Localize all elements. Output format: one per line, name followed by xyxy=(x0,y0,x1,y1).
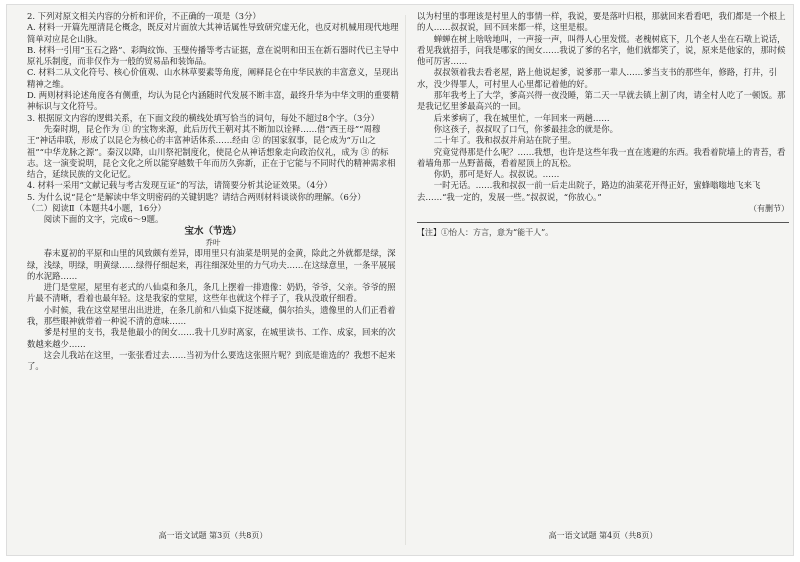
question-2-option-c: C. 材料二从文化符号、核心价值观、山水林草要素等角度，阐释昆仑在中华民族的丰富意义，呈现出精神之维。 xyxy=(27,67,399,89)
left-page xyxy=(27,11,399,543)
footnote: 【注】①怡人：方言，意为“能干人”。 xyxy=(417,228,554,238)
story-paragraph: 后来爹病了，我在城里忙，一年回来一两趟…… xyxy=(433,112,610,123)
question-2-option-b: B. 材料一引用“玉石之路”、彩陶纹饰、玉璧传播等考古证据，意在说明和田玉在新石器时代已主导中原礼乐制度，而非仅作为一般的贸易品和装饰品。 xyxy=(27,44,399,67)
story-paragraph: 春末夏初的平原和山里的风致颇有差异，即用里只有油菜是明晃的金黄，除此之外就都是绿，深绿，浅绿，明绿，明黄绿……绿得仔细起来，再往细深处里的力气功夫……在这绿意里，一条平展展的水泥路…… xyxy=(27,248,396,281)
story-paragraph: 叔叔领着我去看老屋，路上他说起爹，说爹那一辈人……爹当支书的那些年，修路，打井，引水，没少得罪人，可村里人心里都记着他的好。 xyxy=(417,67,778,89)
story-title: 宝水（节选） xyxy=(184,225,242,237)
story-paragraph: 这会儿我站在这里，一张张看过去……当初为什么要选这张照片呢？到底是谁选的？我想不起来了。 xyxy=(27,349,396,372)
question-2-option-d: D. 两则材料论述角度各有侧重，均认为昆仑内涵随时代发展不断丰富，最终升华为中华文明的重要精神标识与文化符号。 xyxy=(27,90,399,112)
story-paragraph: 你这孩子，叔叔叹了口气，你爹最挂念的就是你。 xyxy=(433,123,619,134)
question-3-paragraph: 先秦时期，昆仑作为 ① 的宝物来源，此后历代王朝对其不断加以诠释……借“西王母”“周穆王”神话串联，形成了以昆仑为核心的丰富神话体系……经由 ② 的国家叙事，昆仑成为“万山之祖”“中华龙脉之源”。秦汉以降，山川祭祀制度化，使昆仑从神话想象走向政治仪礼，成为 ③ 的标志。这一演变说明，昆仑文化之所以能穿越数千年而历久弥新，正在于它能与不同时代的精神需求相结合，延续民族的文化记忆。 xyxy=(27,123,396,180)
question-2-stem: 2. 下列对原文相关内容的分析和评价，不正确的一项是（3分） xyxy=(27,11,261,21)
source-note: （有删节） xyxy=(749,204,789,214)
question-2-option-a: A. 材料一开篇先厘清昆仑概念，既反对片面放大其神话属性导致研究虚无化，也反对机械用现代地理简单对应昆仑山脉。 xyxy=(27,22,399,44)
page-divider xyxy=(405,15,406,545)
question-3-stem: 3. 根据原文内容的逻辑关系，在下面文段的横线处填写恰当的词句，每处不超过8个字。（3分） xyxy=(27,112,380,123)
story-author: 乔叶 xyxy=(205,237,221,247)
story-paragraph: 以为村里的事理该是村里人的事情一样，我说，要是落叶归根，那就回来看看吧，我们都是一个根上的人……叔叔说，回不回来都一样，这里是根。 xyxy=(417,11,786,33)
section-heading: （二）阅读Ⅱ（本题共4小题，16分） xyxy=(27,203,166,214)
story-paragraph: 二十年了。我和叔叔并肩站在院子里。 xyxy=(433,135,577,146)
question-5: 5. 为什么说“昆仑”是解读中华文明密码的关键钥匙？请结合两则材料谈谈你的理解。（6分） xyxy=(27,191,366,202)
question-4: 4. 材料一采用“文献记载与考古发现互证”的写法，请简要分析其论证效果。（4分） xyxy=(27,180,333,191)
story-paragraph: 究竟觉得那是什么呢？……我想，也许是这些年我一直在逃避的东西。我看着院墙上的青苔，看着墙角那一丛野蔷薇，看着屋顶上的瓦松。 xyxy=(417,146,786,168)
page-footer: 高一语文试题 第3页（共8页） xyxy=(158,530,268,540)
story-paragraph: 一时无话。……我和叔叔一前一后走出院子，路边的油菜花开得正好，蜜蜂嗡嗡地飞来飞去……“我一定的，发展一些。”叔叔说，“你放心。” xyxy=(417,180,761,202)
section-instruction: 阅读下面的文字，完成6～9题。 xyxy=(43,214,164,225)
story-paragraph: 蝉蝉在树上啥啥地叫，一声接一声，叫得人心里发慌。老槐树底下，几个老人坐在石墩上说话，看见我就招手，问我是哪家的闺女……我说了爹的名字，他们就都笑了，说，原来是他家的，那时候他可厉害…… xyxy=(417,33,786,67)
page-footer: 高一语文试题 第4页（共8页） xyxy=(548,530,658,540)
story-paragraph: 那年我考上了大学，爹高兴得一夜没睡，第二天一早就去镇上割了肉，请全村人吃了一顿饭。那是我记忆里爹最高兴的一回。 xyxy=(417,90,786,112)
exam-sheet xyxy=(6,4,794,556)
right-page xyxy=(417,11,789,543)
story-paragraph: 你奶，那可是好人。叔叔说。…… xyxy=(433,169,560,180)
story-paragraph: 进门是堂屋，屋里有老式的八仙桌和条几，条几上摆着一排遗像：奶奶，爷爷，父亲。爷爷的照片最不清晰，看着也最年轻。这是我家的堂屋，这些年也就这个样子了，我从没敢仔细看。 xyxy=(27,282,396,304)
footnote-rule xyxy=(417,222,789,223)
story-paragraph: 爹是村里的支书，我是他最小的闺女……我十几岁时离家，在城里读书、工作、成家，回来的次数越来越少…… xyxy=(27,327,396,349)
story-paragraph: 小时候，我在这堂屋里出出进进，在条几前和八仙桌下捉迷藏，偶尔抬头，遗像里的人们正看着我，那些眼神就带着一种说不清的意味…… xyxy=(27,304,396,327)
